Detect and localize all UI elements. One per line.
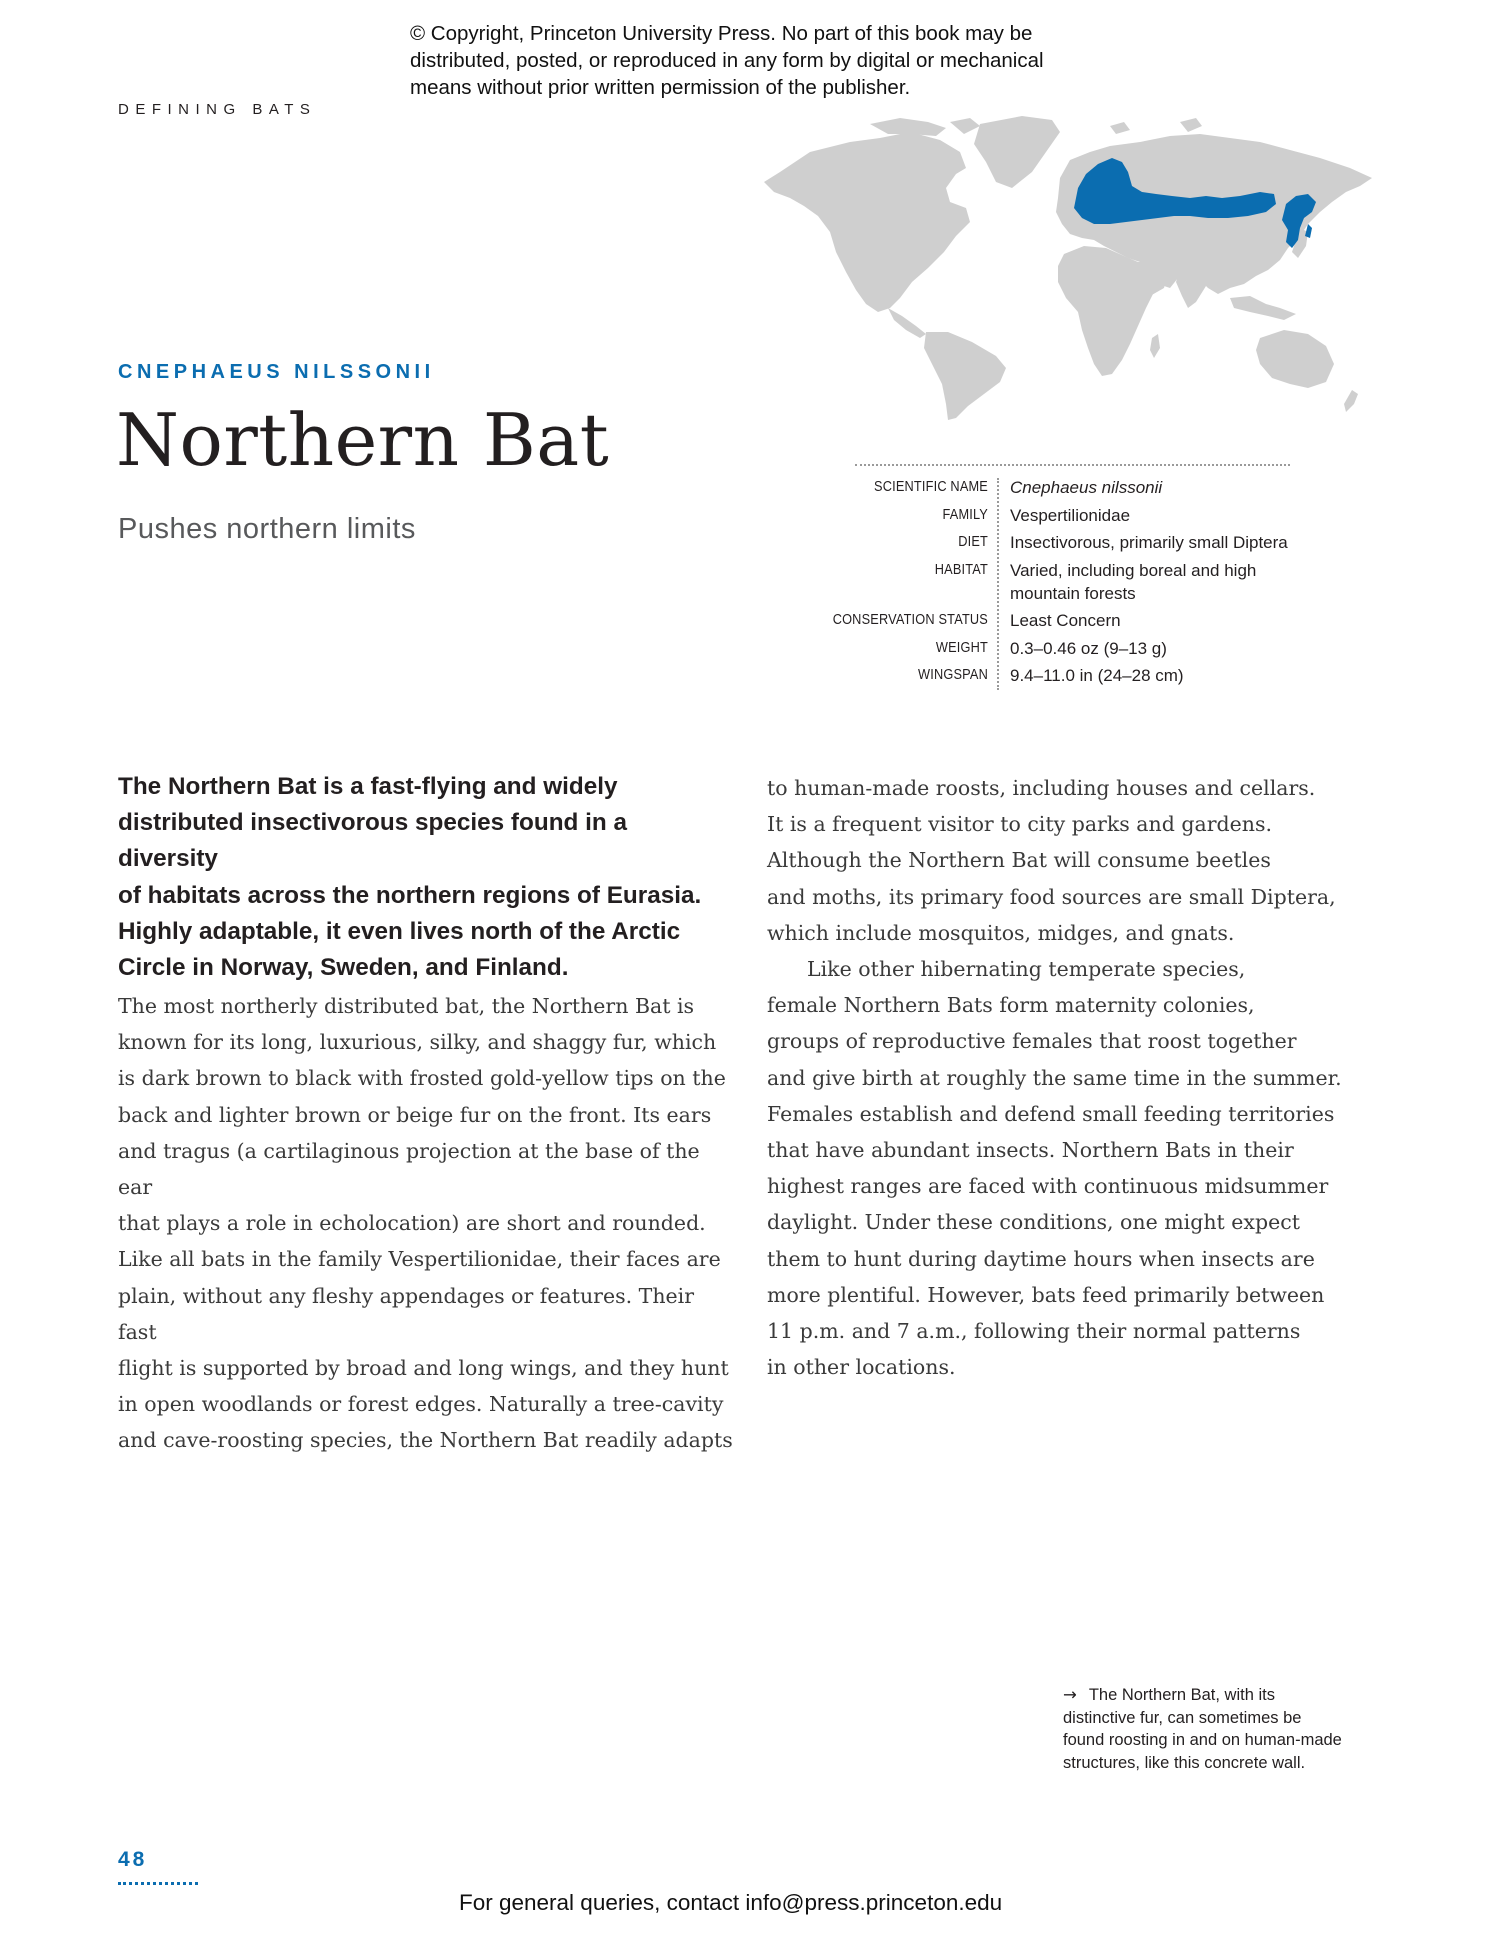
- fact-row-weight: [760, 637, 1320, 660]
- lead-line: Circle in Norway, Sweden, and Finland.: [118, 954, 569, 982]
- body-line: It is a frequent visitor to city parks and gardens.: [767, 812, 1273, 837]
- body-line: groups of reproductive females that roost together: [767, 1029, 1297, 1054]
- page-number-dots: [118, 1882, 198, 1885]
- fact-row-conservation-status: [760, 609, 1320, 632]
- greenland-landmass: [974, 116, 1060, 188]
- body-line: Like other hibernating temperate species,: [807, 957, 1246, 982]
- body-line: Like all bats in the family Vespertilionidae, their faces are: [118, 1247, 721, 1272]
- body-line: to human-made roosts, including houses and cellars.: [767, 776, 1316, 800]
- body-line: 11 p.m. and 7 a.m., following their normal patterns: [767, 1319, 1301, 1344]
- body-line: and moths, its primary food sources are small Diptera,: [767, 884, 1336, 909]
- fact-row-diet: [760, 531, 1320, 554]
- caption-line: found roosting in and on human-made: [1063, 1731, 1342, 1750]
- lead-line: The Northern Bat is a fast-flying and widely: [118, 773, 618, 800]
- photo-caption: [1063, 1684, 1393, 1774]
- fact-row-scientific-name: [760, 476, 1320, 499]
- lead-line: distributed insectivorous species found in a diversity: [118, 809, 627, 873]
- arctic-island-landmass: [950, 118, 980, 134]
- body-line: in open woodlands or forest edges. Naturally a tree-cavity: [118, 1392, 724, 1417]
- fact-label: FAMILY: [942, 506, 988, 523]
- caption-line: [1063, 1684, 1393, 1707]
- page-number: 48: [118, 1848, 148, 1871]
- body-line: flight is supported by broad and long wings, and they hunt: [118, 1356, 729, 1381]
- fact-label: WINGSPAN: [918, 667, 988, 683]
- body-line: daylight. Under these conditions, one might expect: [767, 1210, 1300, 1235]
- body-line: is dark brown to black with frosted gold-yellow tips on the: [118, 1066, 726, 1091]
- se-asia-islands-landmass: [1230, 296, 1296, 320]
- fact-row-family: [760, 504, 1320, 527]
- body-line: and cave-roosting species, the Northern Bat readily adapts: [118, 1428, 733, 1453]
- body-line: and tragus (a cartilaginous projection at the base of the ear: [118, 1138, 700, 1200]
- new-zealand-landmass: [1344, 390, 1358, 412]
- australia-landmass: [1256, 330, 1334, 388]
- arrow-right-icon: →: [1063, 1685, 1077, 1704]
- body-line: Although the Northern Bat will consume beetles: [767, 848, 1271, 873]
- fact-value: Insectivorous, primarily small Diptera: [1010, 533, 1288, 552]
- body-line: highest ranges are faced with continuous midsummer: [767, 1174, 1329, 1199]
- body-line: known for its long, luxurious, silky, and shaggy fur, which: [118, 1030, 717, 1055]
- lead-line: Highly adaptable, it even lives north of the Arctic: [118, 917, 681, 945]
- svalbard-landmass: [1110, 122, 1130, 134]
- running-header: DEFINING BATS: [118, 101, 317, 118]
- body-column-right: [767, 770, 1367, 1385]
- fact-label: WEIGHT: [935, 639, 988, 656]
- body-line: back and lighter brown or beige fur on the front. Its ears: [118, 1102, 712, 1127]
- scientific-name-heading: CNEPHAEUS NILSSONII: [118, 361, 435, 383]
- copyright-line: © Copyright, Princeton University Press. No part of this book may be: [410, 22, 1033, 45]
- fact-row-wingspan: [760, 664, 1320, 687]
- body-line: that plays a role in echolocation) are short and rounded.: [118, 1211, 706, 1236]
- north-america-landmass: [764, 132, 970, 312]
- arctic-islands-landmass: [870, 118, 946, 136]
- caption-line: distinctive fur, can sometimes be: [1063, 1708, 1302, 1727]
- fact-label: HABITAT: [934, 561, 988, 578]
- india-landmass: [1176, 270, 1206, 308]
- fact-label: SCIENTIFIC NAME: [874, 479, 988, 495]
- body-line: Females establish and defend small feeding territories: [767, 1101, 1335, 1126]
- fact-value: Least Concern: [1010, 611, 1121, 630]
- lead-paragraph: [118, 769, 718, 986]
- fact-row-habitat: [760, 559, 1320, 605]
- body-line: that have abundant insects. Northern Bats in their: [767, 1138, 1294, 1163]
- body-line: The most northerly distributed bat, the Northern Bat is: [118, 994, 695, 1018]
- body-line: them to hunt during daytime hours when insects are: [767, 1246, 1315, 1271]
- novaya-zemlya-landmass: [1180, 118, 1202, 132]
- madagascar-landmass: [1150, 334, 1160, 358]
- copyright-line: distributed, posted, or reproduced in any form by digital or mechanical: [410, 49, 1044, 72]
- fact-label: CONSERVATION STATUS: [832, 612, 988, 628]
- central-america-landmass: [888, 308, 926, 338]
- lead-line: of habitats across the northern regions of Eurasia.: [118, 881, 702, 909]
- facts-top-divider: [855, 464, 1290, 466]
- species-facts-table: [760, 476, 1320, 687]
- page-title: Northern Bat: [116, 398, 610, 482]
- body-line: and give birth at roughly the same time in the summer.: [767, 1065, 1342, 1090]
- copyright-notice: [410, 20, 1110, 101]
- body-line: plain, without any fleshy appendages or features. Their fast: [118, 1283, 695, 1344]
- fact-value: Cnephaeus nilssonii: [1010, 478, 1163, 497]
- footer-contact: For general queries, contact info@press.princeton.edu: [459, 1890, 1003, 1915]
- body-line: female Northern Bats form maternity colonies,: [767, 993, 1255, 1018]
- copyright-line: means without prior written permission of the publisher.: [410, 76, 911, 99]
- fact-value: 9.4–11.0 in (24–28 cm): [1010, 666, 1184, 685]
- fact-label: DIET: [958, 534, 988, 550]
- fact-value: 0.3–0.46 oz (9–13 g): [1010, 638, 1167, 658]
- world-range-map-icon: [760, 112, 1380, 422]
- page-subtitle: Pushes northern limits: [118, 513, 416, 545]
- body-column-left: [118, 988, 738, 1459]
- fact-value: Vespertilionidae: [1010, 505, 1131, 525]
- body-line: in other locations.: [767, 1355, 956, 1380]
- south-america-landmass: [924, 332, 1006, 420]
- caption-text: The Northern Bat, with its: [1088, 1686, 1275, 1704]
- caption-line: structures, like this concrete wall.: [1063, 1753, 1306, 1772]
- fact-value: Varied, including boreal and high mountain forests: [1010, 560, 1257, 603]
- body-line: more plentiful. However, bats feed primarily between: [767, 1282, 1325, 1307]
- body-line: which include mosquitos, midges, and gnats.: [767, 920, 1235, 945]
